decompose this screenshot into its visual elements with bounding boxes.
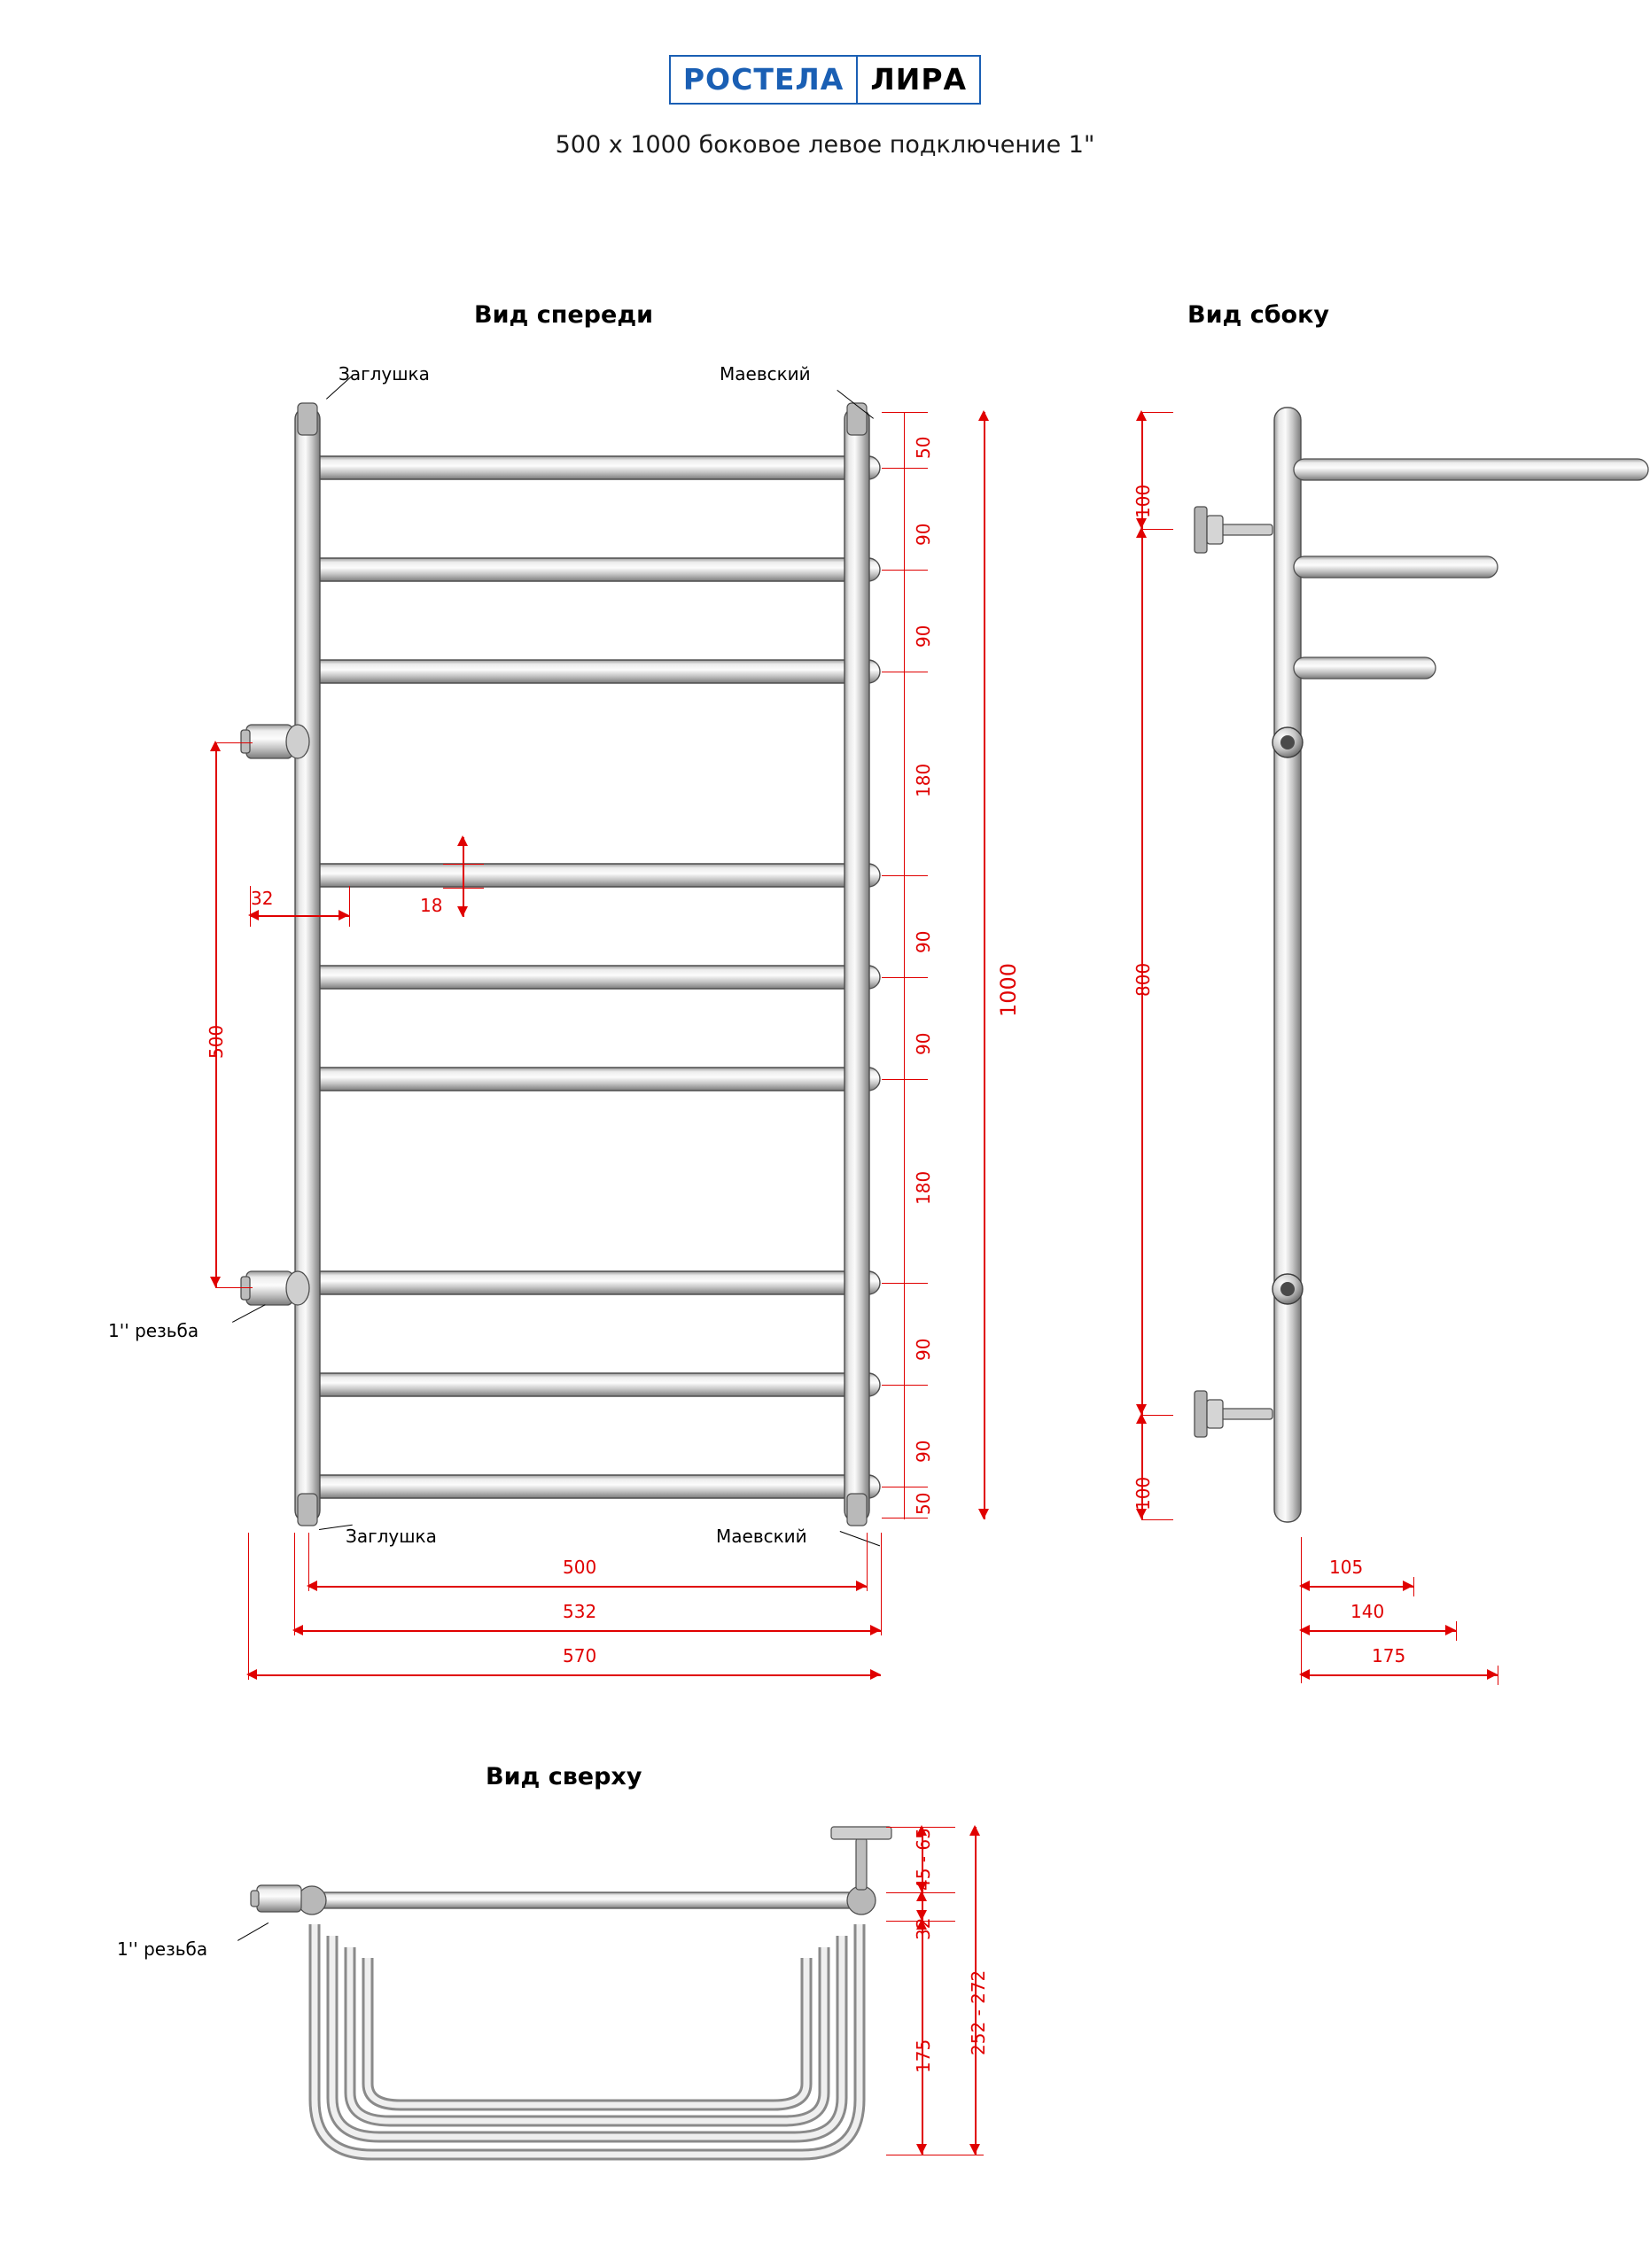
dim-line-width-532 xyxy=(294,1630,881,1632)
top-view-geometry xyxy=(251,1827,891,2155)
dim-extline xyxy=(1301,1537,1302,1683)
dim-arrow xyxy=(210,1277,221,1287)
dim-front-seg-10: 50 xyxy=(913,1492,934,1515)
dim-front-seg-1: 50 xyxy=(913,436,934,459)
dim-extline xyxy=(294,1533,295,1635)
dim-extline xyxy=(308,1533,309,1591)
dim-front-total-height: 1000 xyxy=(996,962,1021,1017)
dim-arrow xyxy=(916,1919,927,1930)
dim-tick xyxy=(882,468,928,469)
dim-front-left-500: 500 xyxy=(206,1024,227,1059)
dim-top-32: 32 xyxy=(913,1917,934,1940)
dim-arrow xyxy=(1445,1625,1456,1635)
dim-line-side-105 xyxy=(1301,1586,1413,1588)
dim-extline xyxy=(1413,1577,1414,1596)
label-thread-top: 1'' резьба xyxy=(117,1938,208,1960)
dim-front-seg-2: 90 xyxy=(913,523,934,546)
dim-extline xyxy=(443,864,484,865)
dim-extline xyxy=(349,886,350,927)
dim-arrow xyxy=(916,1891,927,1901)
dim-line-width-500 xyxy=(308,1586,867,1588)
dim-arrow xyxy=(978,410,989,421)
dim-extline xyxy=(1456,1621,1457,1641)
dim-side-140: 140 xyxy=(1350,1601,1385,1622)
dim-front-seg-4: 180 xyxy=(913,763,934,797)
dim-extline xyxy=(443,888,484,889)
label-maevsky-top: Маевский xyxy=(720,363,811,384)
dim-tick xyxy=(882,570,928,571)
dim-line-top-175 xyxy=(922,1921,923,2155)
dim-arrow xyxy=(1403,1581,1413,1591)
dim-width-500: 500 xyxy=(563,1557,597,1578)
side-view-geometry xyxy=(1195,408,1648,1522)
dim-arrow xyxy=(1487,1669,1498,1680)
logo-left-text: РОСТЕЛА xyxy=(671,57,858,103)
dim-line-side-175 xyxy=(1301,1674,1498,1676)
logo-box xyxy=(669,55,981,105)
dim-arrow xyxy=(916,2144,927,2155)
dim-side-bottom-100: 100 xyxy=(1132,1476,1154,1511)
front-view-title: Вид спереди xyxy=(474,301,654,329)
dim-tick xyxy=(882,412,928,413)
dim-arrow xyxy=(870,1625,881,1635)
dim-side-top-100: 100 xyxy=(1132,484,1154,518)
dim-extline xyxy=(248,1533,249,1680)
dim-arrow xyxy=(978,1509,989,1519)
dim-arrow xyxy=(856,1581,867,1591)
dim-line-32 xyxy=(250,915,349,917)
dim-top-175: 175 xyxy=(913,2039,934,2073)
dim-tick xyxy=(882,875,928,876)
dim-front-seg-6: 90 xyxy=(913,1032,934,1055)
leader-maevsky-top xyxy=(837,390,874,419)
dim-arrow xyxy=(969,1825,980,1836)
product-subtitle: 500 x 1000 боковое левое подключение 1" xyxy=(555,131,1095,159)
dim-front-seg-5: 90 xyxy=(913,930,934,953)
logo-right-text: ЛИРА xyxy=(870,62,968,97)
front-view-geometry xyxy=(241,403,880,1526)
dim-extline xyxy=(1141,1415,1173,1416)
dim-front-32: 32 xyxy=(251,888,274,909)
dim-tick xyxy=(882,1079,928,1080)
dim-tick xyxy=(882,977,928,978)
dim-extline xyxy=(215,1287,253,1288)
dim-width-532: 532 xyxy=(563,1601,597,1622)
dim-arrow xyxy=(457,906,468,917)
dim-front-18: 18 xyxy=(420,895,443,916)
dim-front-seg-3: 90 xyxy=(913,625,934,648)
brand-logo xyxy=(0,55,1650,105)
dim-tick xyxy=(882,1385,928,1386)
dim-width-570: 570 xyxy=(563,1645,597,1666)
label-plug-top: Заглушка xyxy=(339,363,430,384)
dim-line-front-left-500 xyxy=(215,742,217,1287)
label-maevsky-bottom: Маевский xyxy=(716,1526,807,1547)
dim-front-seg-8: 90 xyxy=(913,1338,934,1361)
dim-extline xyxy=(1141,1519,1173,1520)
dim-line-18 xyxy=(463,837,464,917)
side-view-title: Вид сбоку xyxy=(1187,301,1330,329)
dim-side-800: 800 xyxy=(1132,962,1154,997)
dim-extline xyxy=(1141,412,1173,413)
dim-line-side-140 xyxy=(1301,1630,1456,1632)
dim-arrow xyxy=(870,1669,881,1680)
dim-arrow xyxy=(457,835,468,846)
label-thread-front: 1'' резьба xyxy=(108,1320,199,1341)
leader-thread-front xyxy=(232,1304,266,1323)
leader-thread-top xyxy=(237,1922,269,1941)
dim-top-45-65: 45 - 65 xyxy=(913,1828,934,1891)
dim-arrow xyxy=(1136,527,1147,538)
label-plug-bottom: Заглушка xyxy=(346,1526,437,1547)
dim-extline-front-chain xyxy=(904,412,905,1519)
dim-top-252-272: 252 - 272 xyxy=(968,1969,989,2055)
dim-tick xyxy=(882,1283,928,1284)
dim-extline xyxy=(881,1533,882,1635)
dim-extline xyxy=(215,742,253,743)
dim-side-175: 175 xyxy=(1372,1645,1406,1666)
dim-front-seg-9: 90 xyxy=(913,1440,934,1463)
top-view-title: Вид сверху xyxy=(486,1763,642,1790)
dim-front-seg-7: 180 xyxy=(913,1170,934,1205)
dim-arrow xyxy=(339,910,349,920)
dim-line-width-570 xyxy=(248,1674,881,1676)
dim-extline xyxy=(867,1533,868,1591)
leader-maevsky-bottom xyxy=(840,1531,880,1546)
dim-side-105: 105 xyxy=(1329,1557,1364,1578)
dim-arrow xyxy=(969,2144,980,2155)
dim-line-front-total xyxy=(984,412,985,1519)
